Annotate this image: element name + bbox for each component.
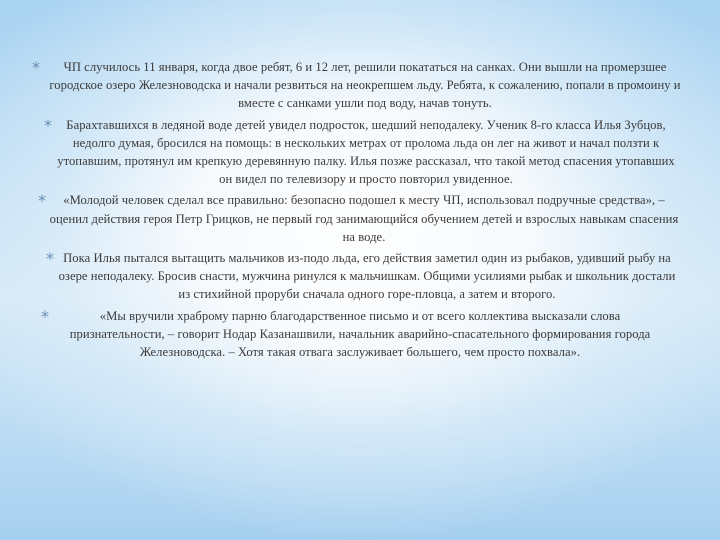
bullet-text: Барахтавшихся в ледяной воде детей увидел подросток, шедший неподалеку. Ученик 8-го класса Илья Зубцов, недолго думая, бросился на помощь: в нескольких метрах от пролома льда он лег на живот и начал ползти к утопавшим, протянул им крепкую деревянную палку. Илья позже рассказал, что такой метод спасения утопавших он видел по телевизору и просто повторил увиденное. xyxy=(57,117,675,187)
bullet-asterisk-icon: * xyxy=(38,191,47,211)
bullet-item xyxy=(30,307,690,362)
bullet-text: «Мы вручили храброму парню благодарственное письмо и от всего коллектива высказали слова признательности, – говорит Нодар Казанашвили, начальник аварийно-спасательного формирования города Железноводска. – Хотя такая отвага заслуживает большего, чем просто похвала». xyxy=(69,308,651,360)
bullet-asterisk-icon: * xyxy=(46,249,55,269)
bullet-text: «Молодой человек сделал все правильно: безопасно подошел к месту ЧП, использовал подручные средства», – оценил действия героя Петр Грицков, не первый год занимающийся обучением детей и взрослых навыкам спасения на воде. xyxy=(49,193,679,244)
bullet-item xyxy=(30,249,690,304)
bullet-asterisk-icon: * xyxy=(44,115,53,135)
bullet-asterisk-icon: * xyxy=(41,306,50,326)
bullet-asterisk-icon: * xyxy=(32,58,41,77)
bullet-list xyxy=(30,58,690,364)
bullet-text: Пока Илья пытался вытащить мальчиков из-подо льда, его действия заметил один из рыбаков, удивший рыбу на озере неподалеку. Бросив снасти, мужчина ринулся к мальчишкам. Общими усилиями рыбак и школьник достали из стихийной проруби сначала одного горе-пловца, а затем и второго. xyxy=(58,251,676,302)
bullet-item xyxy=(30,191,690,246)
bullet-text: ЧП случилось 11 января, когда двое ребят, 6 и 12 лет, решили покататься на санках. Они вышли на промерзшее городское озеро Железноводска и начали резвиться на неокрепшем льду. Ребята, к сожалению, попали в промоину и вместе с санками ушли под воду, начав тонуть. xyxy=(49,60,681,111)
bullet-item xyxy=(30,116,690,189)
bullet-item xyxy=(30,58,690,113)
